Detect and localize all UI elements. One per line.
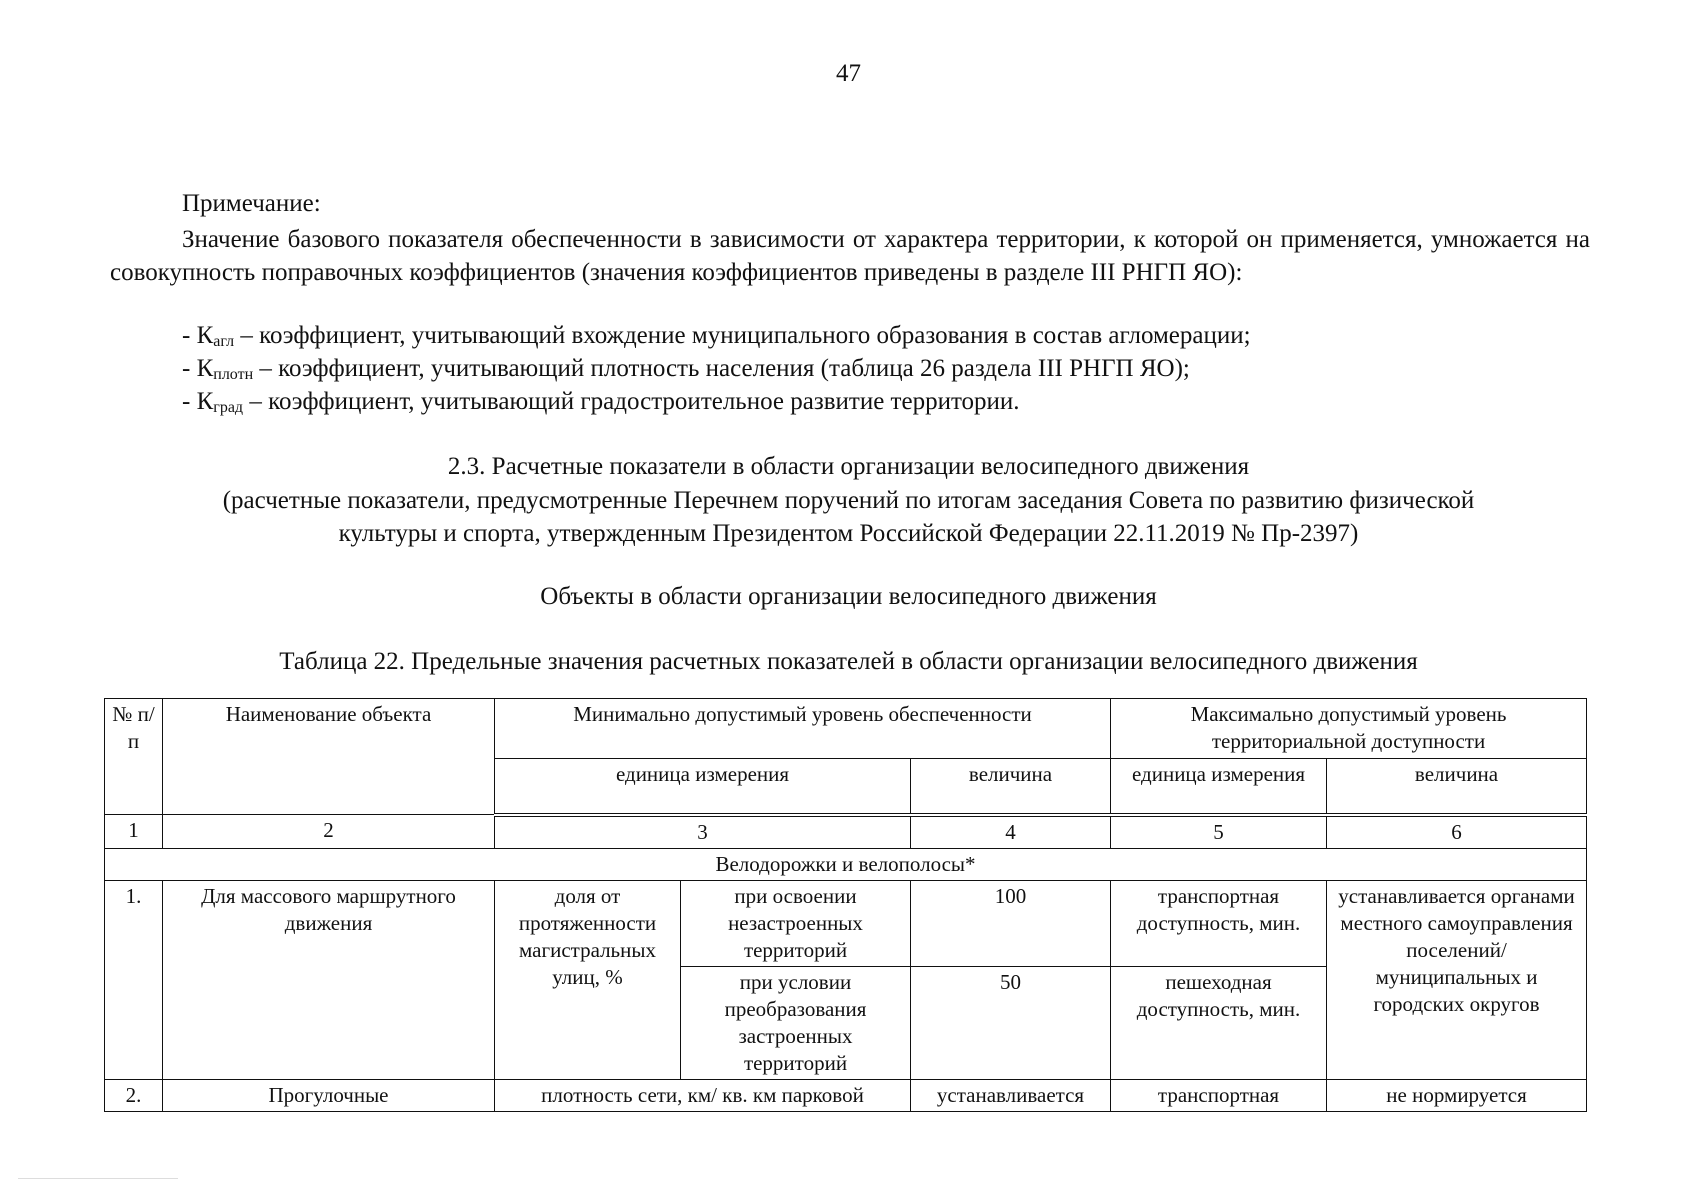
col-number-4: 4 — [911, 815, 1111, 849]
row1-num: 1. — [105, 880, 163, 1079]
note-item-kagl: - $К_{агл}$ – коэффициент, учитывающий вхождение муниципального образования в состав агломерации; — [182, 322, 1251, 350]
row2-unit: плотность сети, км/ кв. км парковой — [495, 1079, 911, 1111]
row1-cond1: при освоении незастроенных территорий — [681, 880, 911, 966]
row1-cond2: при условии преобразования застроенных территорий — [681, 966, 911, 1079]
row1-val2: 50 — [911, 966, 1111, 1079]
header-unit2: единица измерения — [1111, 759, 1327, 815]
scan-artifact-line — [18, 1178, 178, 1179]
table-caption: Таблица 22. Предельные значения расчетных показателей в области организации велосипедного движения — [279, 648, 1418, 675]
col-number-2: 2 — [163, 815, 495, 849]
row1-max-value: устанавливается органами местного самоуправления поселений/ муниципальных и городских округов — [1327, 880, 1587, 1079]
row1-name: Для массового маршрутного движения — [163, 880, 495, 1079]
row2-name: Прогулочные — [163, 1079, 495, 1111]
col-number-5: 5 — [1111, 815, 1327, 849]
note-item-kgrad: - $К_{град}$ – коэффициент, учитывающий градостроительное развитие территории. — [182, 388, 1020, 416]
header-name: Наименование объекта — [163, 699, 495, 815]
note-item-kplotn: - $К_{плотн}$ – коэффициент, учитывающий плотность населения (таблица 26 раздела III РНГП ЯО); — [182, 355, 1190, 383]
section-heading: 2.3. Расчетные показатели в области организации велосипедного движения — [447, 453, 1250, 480]
col-number-1: 1 — [105, 815, 163, 849]
row1-unit: доля от протяженности магистральных улиц, % — [495, 880, 681, 1079]
page-number: 47 — [836, 60, 861, 87]
row1-access2: пешеходная доступность, мин. — [1111, 966, 1327, 1079]
row1-val1: 100 — [911, 880, 1111, 966]
header-value2: величина — [1327, 759, 1587, 815]
indicators-table — [104, 698, 1587, 1112]
col-number-6: 6 — [1327, 815, 1587, 849]
header-unit: единица измерения — [495, 759, 911, 815]
row2-access: транспортная — [1111, 1079, 1327, 1111]
header-min-level: Минимально допустимый уровень обеспеченности — [495, 699, 1111, 759]
group-label: Велодорожки и велополосы* — [105, 848, 1587, 880]
header-max-level: Максимально допустимый уровень территориальной доступности — [1111, 699, 1587, 759]
section-subheading-2: культуры и спорта, утвержденным Президентом Российской Федерации 22.11.2019 № Пр-2397) — [338, 520, 1359, 547]
row2-num: 2. — [105, 1079, 163, 1111]
objects-title: Объекты в области организации велосипедного движения — [540, 583, 1157, 610]
row2-max-value: не нормируется — [1327, 1079, 1587, 1111]
row1-access1: транспортная доступность, мин. — [1111, 880, 1327, 966]
col-number-3: 3 — [495, 815, 911, 849]
header-num: № п/п — [105, 699, 163, 815]
note-body: Значение базового показателя обеспеченности в зависимости от характера территории, к которой он применяется, умножается на совокупность поправочных коэффициентов (значения коэффициентов приведены в разделе III РНГП ЯО): — [110, 226, 1590, 286]
note-title: Примечание: — [182, 190, 321, 217]
header-value: величина — [911, 759, 1111, 815]
row2-value: устанавливается — [911, 1079, 1111, 1111]
section-subheading-1: (расчетные показатели, предусмотренные Перечнем поручений по итогам заседания Совета по развитию физической — [222, 487, 1475, 514]
